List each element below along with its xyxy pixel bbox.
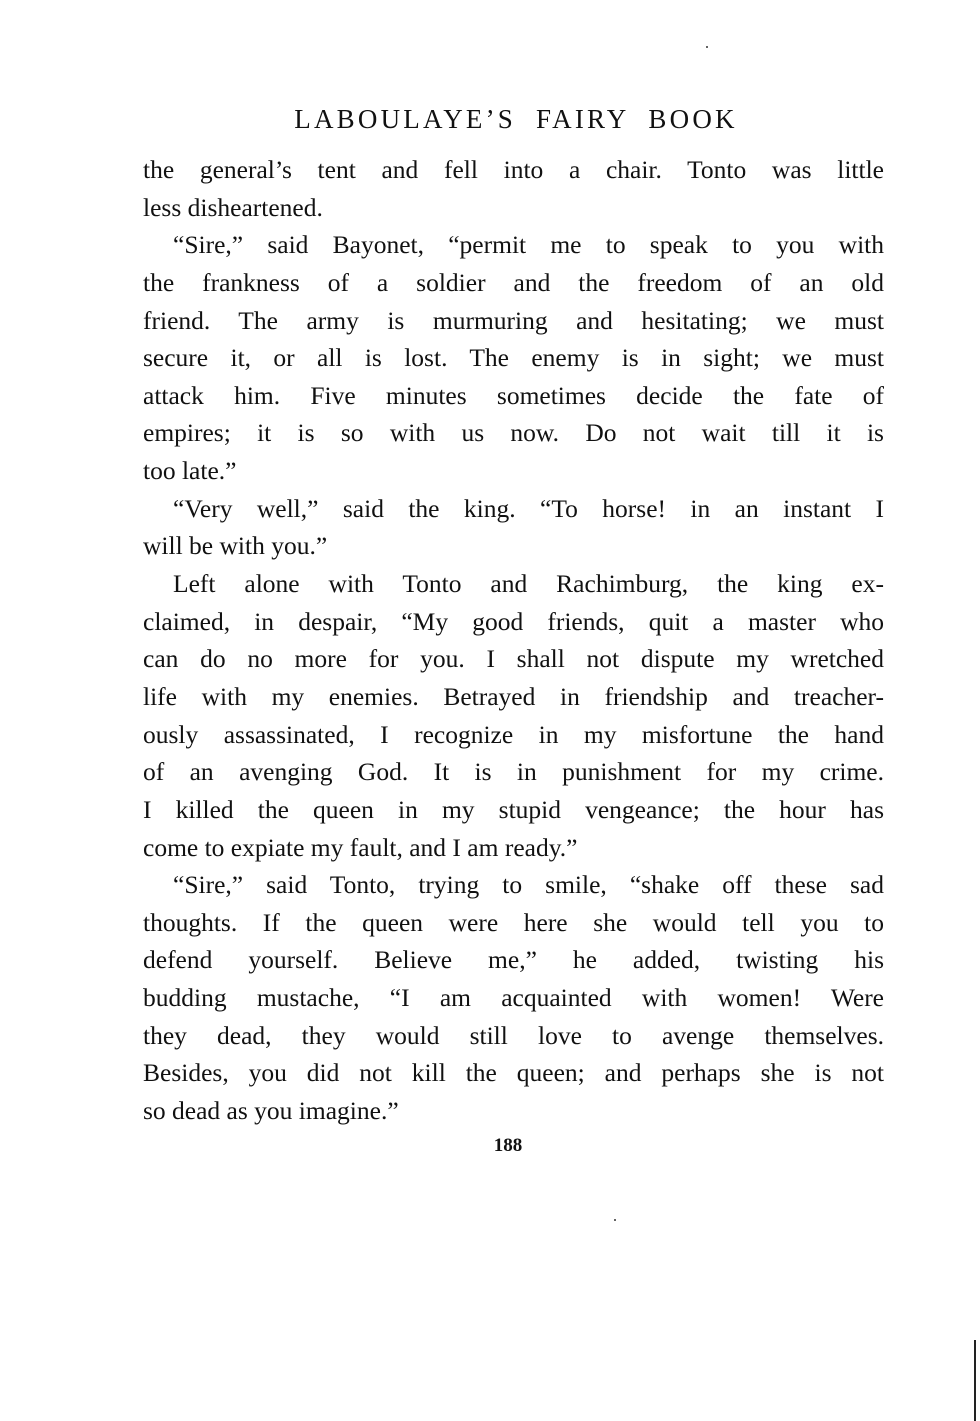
running-head: LABOULAYE’S FAIRY BOOK — [294, 104, 738, 134]
page-number: 188 — [493, 1135, 523, 1156]
text-line: will be with you.” — [143, 531, 328, 561]
text-line: life with my enemies. Betrayed in friendship and treacher- — [143, 681, 884, 711]
text-line: budding mustache, “I am acquainted with women! Were — [143, 983, 884, 1013]
text-line: too late.” — [143, 456, 237, 486]
text-line: claimed, in despair, “My good friends, quit a master who — [143, 606, 884, 636]
text-line: Besides, you did not kill the queen; and perhaps she is not — [143, 1058, 884, 1088]
text-line: the general’s tent and fell into a chair. Tonto was little — [143, 155, 884, 184]
text-line: secure it, or all is lost. The enemy is in sight; we must — [143, 343, 884, 373]
text-line: ously assassinated, I recognize in my misfortune the hand — [143, 719, 884, 749]
page-edge — [974, 1340, 976, 1421]
text-line: “Sire,” said Tonto, trying to smile, “shake off these sad — [173, 870, 884, 900]
text-line: attack him. Five minutes sometimes decide the fate of — [143, 380, 884, 410]
text-line: empires; it is so with us now. Do not wait till it is — [143, 418, 884, 448]
text-line: I killed the queen in my stupid vengeance; the hour has — [143, 794, 884, 824]
text-line: come to expiate my fault, and I am ready.” — [143, 832, 578, 862]
text-line: friend. The army is murmuring and hesitating; we must — [143, 305, 884, 335]
text-line: less disheartened. — [143, 192, 323, 222]
text-line: defend yourself. Believe me,” he added, twisting his — [143, 945, 884, 975]
text-line: they dead, they would still love to avenge themselves. — [143, 1020, 884, 1050]
text-line: Left alone with Tonto and Rachimburg, the king ex- — [173, 569, 884, 599]
scan-speck — [706, 46, 708, 48]
text-line: “Very well,” said the king. “To horse! in an instant I — [173, 493, 884, 523]
body-text — [143, 151, 884, 1130]
text-line: can do no more for you. I shall not dispute my wretched — [143, 644, 884, 674]
scan-speck — [614, 1219, 616, 1221]
text-line: “Sire,” said Bayonet, “permit me to speak to you with — [173, 230, 884, 260]
text-line: of an avenging God. It is in punishment for my crime. — [143, 757, 884, 787]
text-line: so dead as you imagine.” — [143, 1096, 399, 1126]
text-line: thoughts. If the queen were here she would tell you to — [143, 907, 884, 937]
text-line: the frankness of a soldier and the freedom of an old — [143, 267, 884, 297]
